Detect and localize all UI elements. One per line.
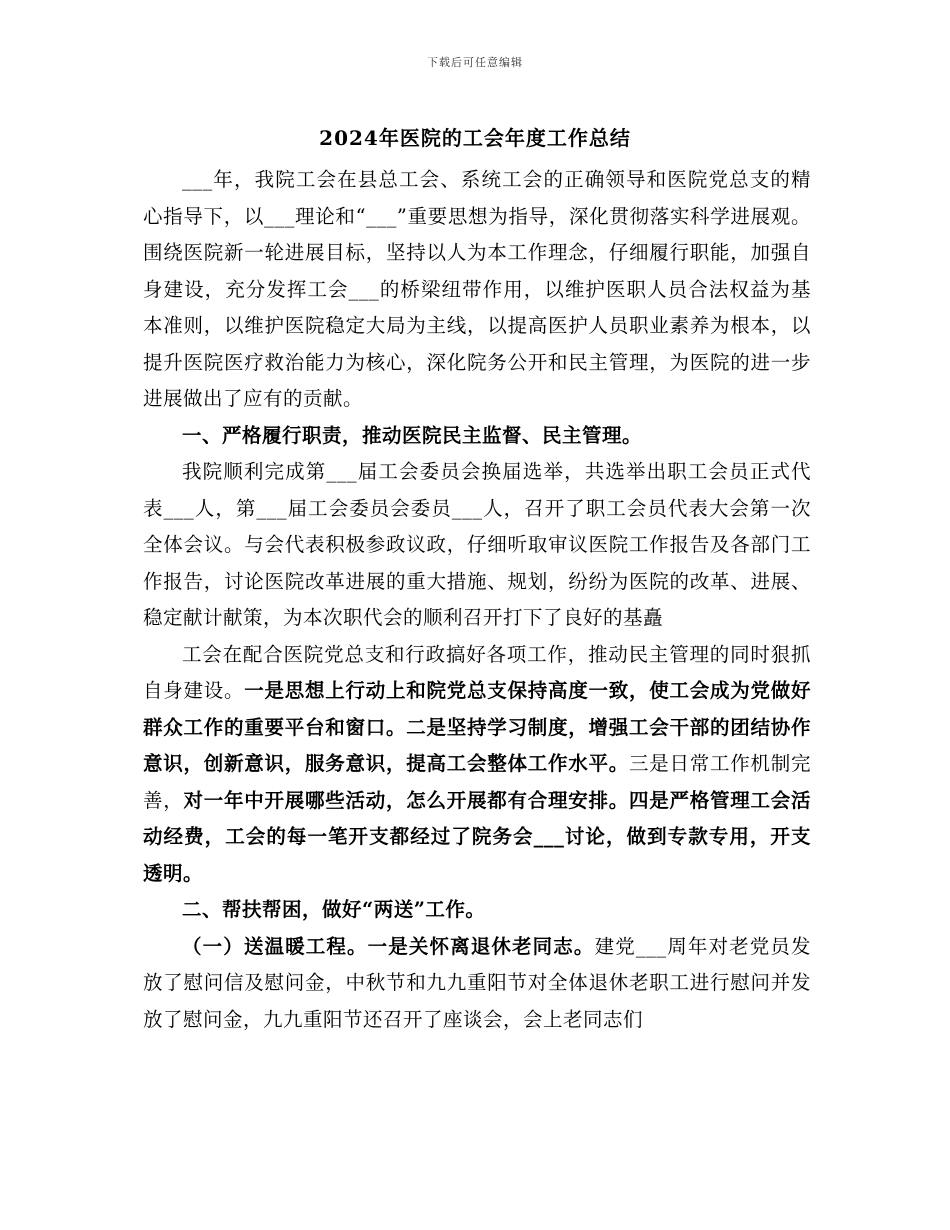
paragraph-text: 建党___周年对老党员发放了慰问信及慰问金，中秋节和九九重阳节对全体退休老职工进行慰问并发放了慰问金，九九重阳节还召开了座谈会，会上老同志们 [143,934,811,1031]
document-body [143,162,811,1038]
section-1-paragraph-1: 我院顺利完成第___届工会委员会换届选举，共选举出职工会员正式代表___人，第___届工会委员会委员___人，召开了职工会员代表大会第一次全体会议。与会代表积极参政议政，仔细听取审议医院工作报告及各部门工作报告，讨论医院改革进展的重大措施、规划，纷纷为医院的改革、进展、稳定献计献策，为本次职代会的顺利召开打下了良好的基矗 [143,460,811,629]
paragraph-text: 三是日常工作机制完善， [143,752,811,812]
document-title: 2024年医院的工会年度工作总结 [319,126,631,150]
intro-paragraph: ___年，我院工会在县总工会、系统工会的正确领导和医院党总支的精心指导下，以___理论和“___”重要思想为指导，深化贯彻落实科学进展观。围绕医院新一轮进展目标，坚持以人为本工作理念，仔细履行职能，加强自身建设，充分发挥工会___的桥梁纽带作用，以维护医职人员合法权益为基本准则，以维护医院稳定大局为主线，以提高医护人员职业素养为根本，以提升医院医疗救治能力为核心，深化院务公开和民主管理，为医院的进一步进展做出了应有的贡献。 [143,168,811,410]
paragraph-bold-text: 一是思想上行动上和院党总支保持高度一致，使工会成为党做好群众工作的重要平台和窗口。二是坚持学习制度，增强工会干部的团结协作意识，创新意识，服务意识，提高工会整体工作水平。 [143,679,811,775]
section-2-heading: 二、帮扶帮困，做好“两送”工作。 [182,898,486,921]
section-1-heading: 一、严格履行职责，推动医院民主监督、民主管理。 [182,423,643,447]
subsection-heading: （一）送温暖工程。一是关怀离退休老同志。 [182,934,595,958]
paragraph-bold-text: 对一年中开展哪些活动，怎么开展都有合理安排。四是严格管理工会活动经费，工会的每一笔开支都经过了院务会___讨论，做到专款专用，开支透明。 [143,788,811,885]
header-note: 下载后可任意编辑 [427,56,523,69]
paragraph-text: 工会在配合医院党总支和行政搞好各项工作，推动民主管理的同时狠抓自身建设。 [143,642,811,702]
section-1-paragraph-2 [143,637,811,893]
section-2-paragraph-1 [143,929,811,1039]
